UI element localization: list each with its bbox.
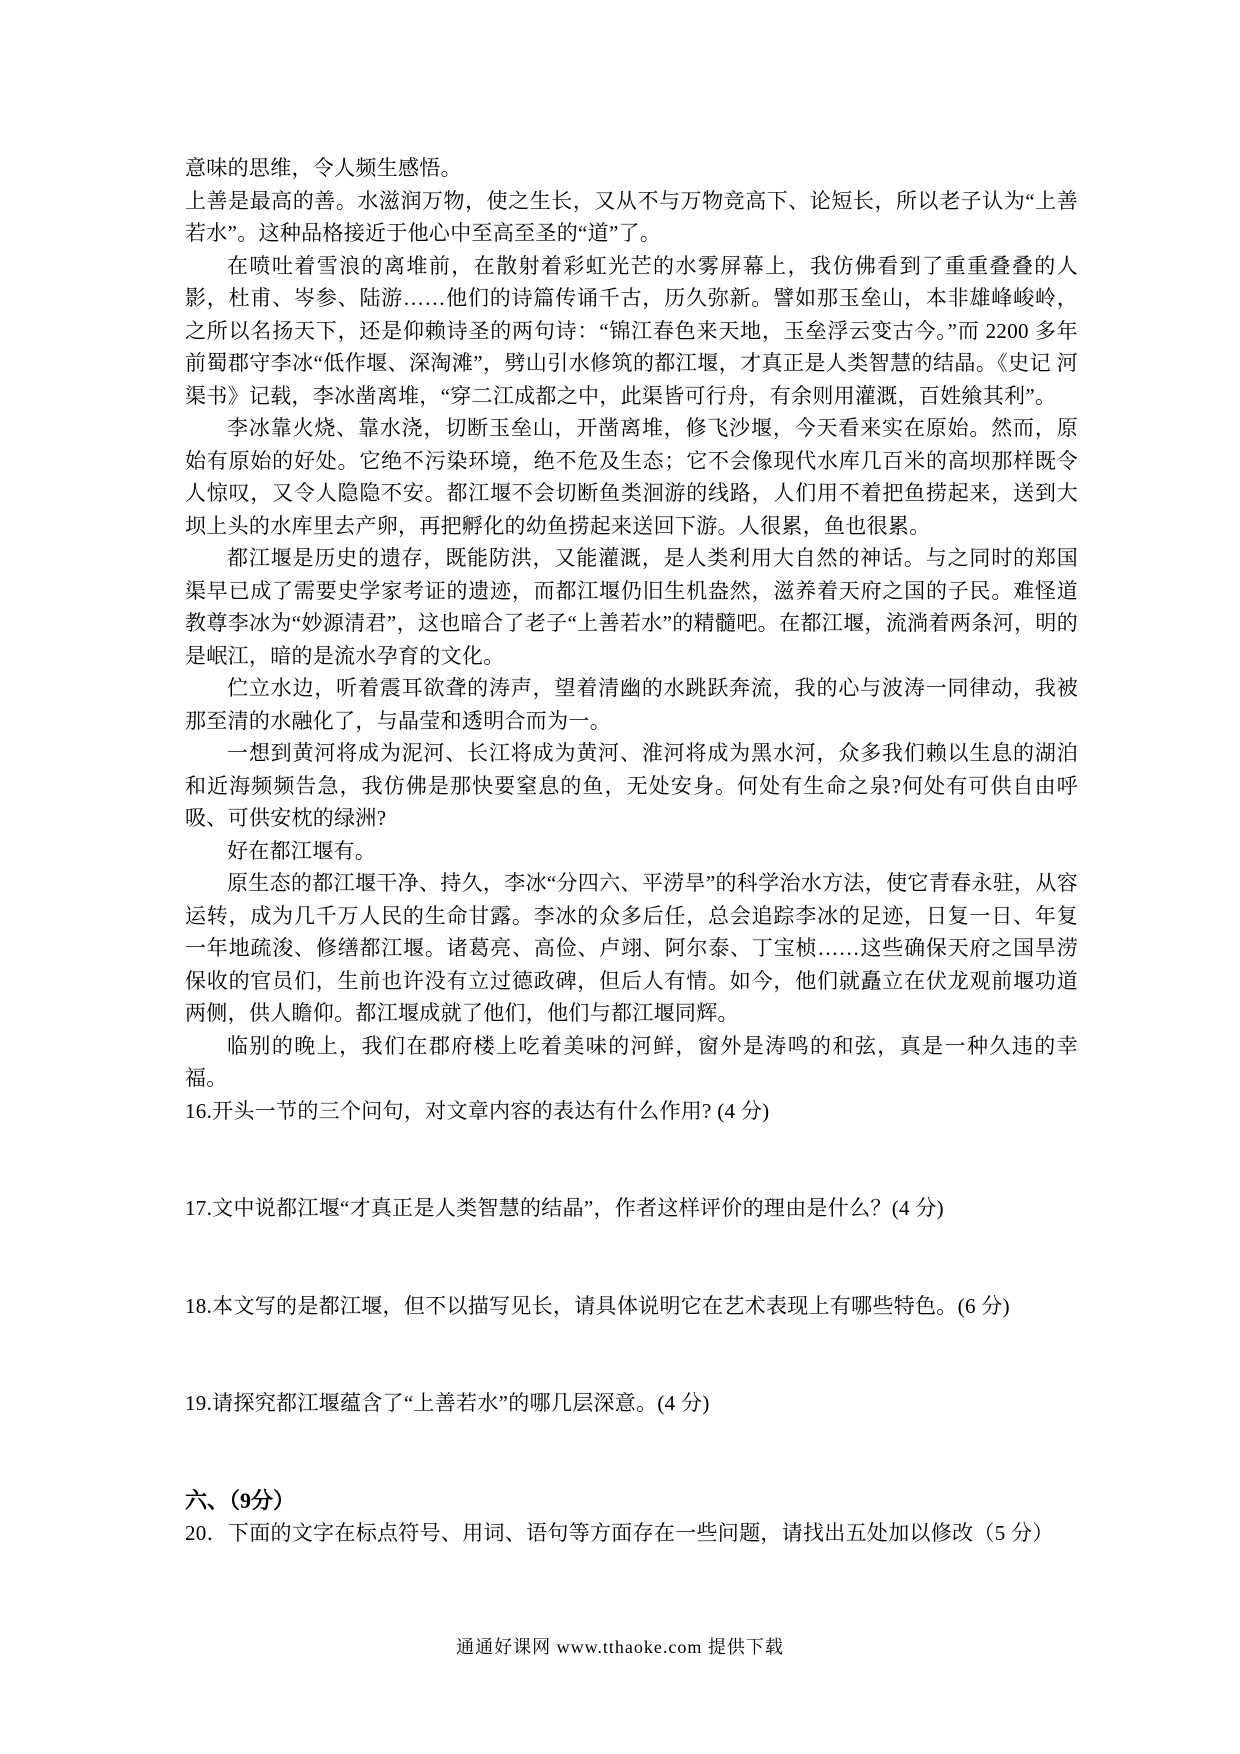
- question-20: 20．下面的文字在标点符号、用词、语句等方面存在一些问题，请找出五处加以修改（5 分）: [185, 1521, 1054, 1545]
- article-paragraph: 都江堰是历史的遗存，既能防洪，又能灌溉，是人类利用大自然的神话。与之同时的郑国渠早已成了需要史学家考证的遗迹，而都江堰仍旧生机盎然，滋养着天府之国的子民。难怪道教尊李冰为“妙源清君”，这也暗合了老子“上善若水”的精髓吧。在都江堰，流淌着两条河，明的是岷江，暗的是流水孕育的文化。: [185, 546, 1078, 668]
- question-16: 16.开头一节的三个问句，对文章内容的表达有什么作用? (4 分): [185, 1098, 770, 1123]
- article-passage: [185, 152, 1078, 1095]
- article-paragraph: 好在都江堰有。: [227, 838, 377, 863]
- question-18: 18.本文写的是都江堰，但不以描写见长，请具体说明它在艺术表现上有哪些特色。(6 分): [185, 1293, 1010, 1318]
- page-content: [185, 152, 1078, 1550]
- article-paragraph: 临别的晚上，我们在郡府楼上吃着美味的河鲜，窗外是涛鸣的和弦，真是一种久违的幸福。: [185, 1033, 1078, 1090]
- question-17: 17.文中说都江堰“才真正是人类智慧的结晶”，作者这样评价的理由是什么？(4 分): [185, 1196, 944, 1220]
- article-paragraph: 原生态的都江堰干净、持久，李冰“分四六、平涝旱”的科学治水方法，使它青春永驻，从容运转，成为几千万人民的生命甘露。李冰的众多后任，总会追踪李冰的足迹，日复一日、年复一年地疏浚、修缮都江堰。诸葛亮、高俭、卢翊、阿尔泰、丁宝桢……这些确保天府之国旱涝保收的官员们，生前也许没有立过德政碑，但后人有情。如今，他们就矗立在伏龙观前堰功道两侧，供人瞻仰。都江堰成就了他们，他们与都江堰同辉。: [185, 871, 1078, 1025]
- article-paragraph: 意味的思维，令人频生感悟。: [185, 156, 462, 180]
- footer-watermark: 通通好课网 www.tthaoke.com 提供下载: [456, 1637, 784, 1657]
- section-six-heading: 六、（9分）: [185, 1487, 296, 1513]
- article-paragraph: 伫立水边，听着震耳欲聋的涛声，望着清幽的水跳跃奔流，我的心与波涛一同律动，我被那至清的水融化了，与晶莹和透明合而为一。: [185, 676, 1078, 733]
- article-paragraph: 李冰靠火烧、靠水浇，切断玉垒山，开凿离堆，修飞沙堰，今天看来实在原始。然而，原始有原始的好处。它绝不污染环境，绝不危及生态；它不会像现代水库几百米的高坝那样既令人惊叹，又令人隐隐不安。都江堰不会切断鱼类洄游的线路，人们用不着把鱼捞起来，送到大坝上头的水库里去产卵，再把孵化的幼鱼捞起来送回下游。人很累，鱼也很累。: [185, 416, 1078, 538]
- question-19: 19.请探究都江堰蕴含了“上善若水”的哪几层深意。(4 分): [185, 1391, 710, 1415]
- article-paragraph: 一想到黄河将成为泥河、长江将成为黄河、淮河将成为黑水河，众多我们赖以生息的湖泊和近海频频告急，我仿佛是那快要窒息的鱼，无处安身。何处有生命之泉?何处有可供自由呼吸、可供安枕的绿洲?: [185, 741, 1078, 830]
- article-paragraph: 在喷吐着雪浪的离堆前，在散射着彩虹光芒的水雾屏幕上，我仿佛看到了重重叠叠的人影，杜甫、岑参、陆游……他们的诗篇传诵千古，历久弥新。譬如那玉垒山，本非雄峰峻岭，之所以名扬天下，还是仰赖诗圣的两句诗：“锦江春色来天地，玉垒浮云变古今。”而 2200 多年前蜀郡守李冰“低作堰、深淘滩”，劈山引水修筑的都江堰，才真正是人类智慧的结晶。《史记 河渠书》记载，李冰凿离堆，“穿二江成都之中，此渠皆可行舟，有余则用灌溉，百姓飨其利”。: [185, 253, 1078, 408]
- article-paragraph: 上善是最高的善。水滋润万物，使之生长，又从不与万物竞高下、论短长，所以老子认为“上善若水”。这种品格接近于他心中至高至圣的“道”了。: [185, 188, 1078, 245]
